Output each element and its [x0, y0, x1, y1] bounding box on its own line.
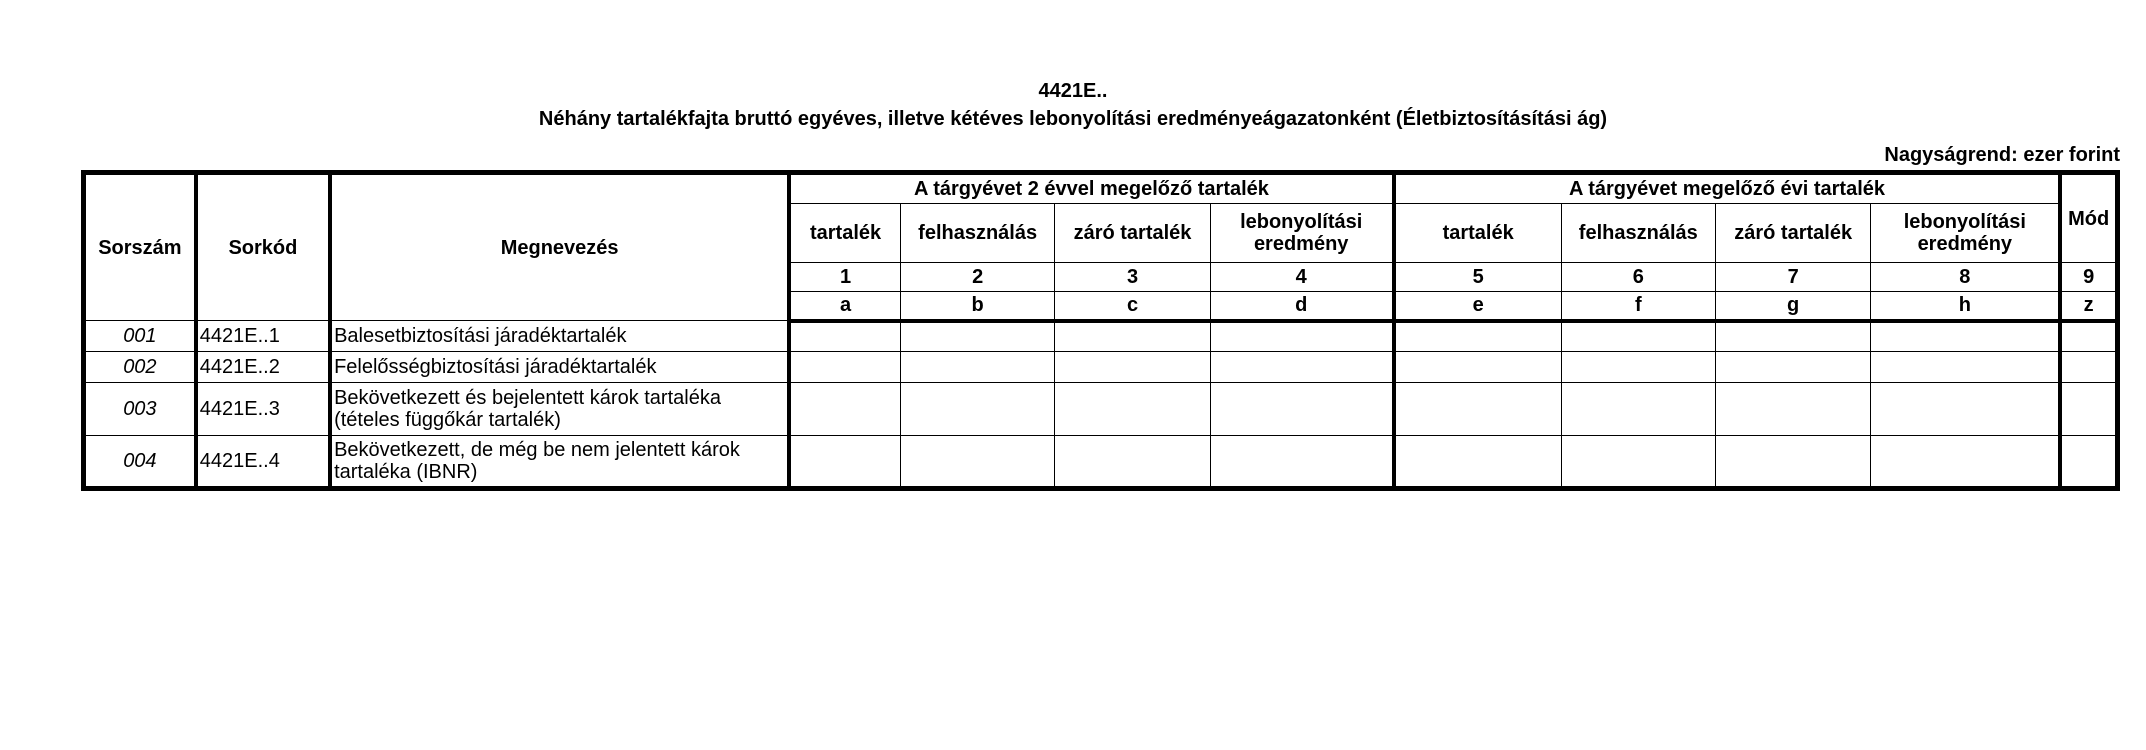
column-number: 2	[900, 263, 1054, 292]
data-cell[interactable]	[789, 321, 900, 352]
unit-note: Nagyságrend: ezer forint	[1884, 144, 2120, 166]
group-header-2-years-prior: A tárgyévet 2 évvel megelőző tartalék	[789, 173, 1394, 204]
row-name: Balesetbiztosítási járadéktartalék	[330, 321, 789, 352]
data-cell[interactable]	[789, 352, 900, 383]
data-cell[interactable]	[1871, 436, 2060, 489]
data-cell[interactable]	[2060, 321, 2117, 352]
column-letter: e	[1394, 292, 1561, 321]
column-letter: a	[789, 292, 900, 321]
table-row	[84, 436, 2118, 489]
data-cell[interactable]	[1055, 436, 1210, 489]
column-letter: c	[1055, 292, 1210, 321]
column-letter: z	[2060, 292, 2117, 321]
row-number: 002	[84, 352, 196, 383]
column-letter: f	[1561, 292, 1715, 321]
row-number: 003	[84, 383, 196, 436]
data-cell[interactable]	[1055, 383, 1210, 436]
column-number: 7	[1715, 263, 1870, 292]
subheader: záró tartalék	[1715, 204, 1870, 263]
data-cell[interactable]	[1715, 436, 1870, 489]
data-cell[interactable]	[1715, 321, 1870, 352]
group-header-prior-year: A tárgyévet megelőző évi tartalék	[1394, 173, 2061, 204]
data-cell[interactable]	[1561, 436, 1715, 489]
data-cell[interactable]	[900, 436, 1054, 489]
header-sorkod: Sorkód	[196, 173, 330, 321]
row-number: 004	[84, 436, 196, 489]
data-cell[interactable]	[1394, 436, 1561, 489]
data-cell[interactable]	[1394, 383, 1561, 436]
data-cell[interactable]	[1561, 321, 1715, 352]
document-code: 4421E..	[1038, 80, 1108, 102]
table-row	[84, 321, 2118, 352]
data-cell[interactable]	[1394, 352, 1561, 383]
column-number: 6	[1561, 263, 1715, 292]
row-code: 4421E..3	[196, 383, 330, 436]
column-letter: d	[1210, 292, 1393, 321]
row-name: Bekövetkezett, de még be nem jelentett károk tartaléka (IBNR)	[330, 436, 789, 489]
data-cell[interactable]	[900, 383, 1054, 436]
subheader: záró tartalék	[1055, 204, 1210, 263]
data-cell[interactable]	[1210, 436, 1393, 489]
subheader: felhasználás	[1561, 204, 1715, 263]
row-code: 4421E..4	[196, 436, 330, 489]
data-cell[interactable]	[1715, 383, 1870, 436]
data-cell[interactable]	[2060, 383, 2117, 436]
data-cell[interactable]	[2060, 352, 2117, 383]
data-cell[interactable]	[1715, 352, 1870, 383]
header-mod: Mód	[2060, 173, 2117, 263]
document-title: Néhány tartalékfajta bruttó egyéves, illetve kétéves lebonyolítási eredményeágazatonként (Életbiztosításítási ág)	[538, 108, 1608, 130]
data-table	[81, 170, 2120, 491]
subheader: lebonyolítási eredmény	[1871, 204, 2060, 263]
data-cell[interactable]	[1210, 383, 1393, 436]
subheader: felhasználás	[900, 204, 1054, 263]
column-number: 3	[1055, 263, 1210, 292]
header-megnevezes: Megnevezés	[330, 173, 789, 321]
table-row	[84, 383, 2118, 436]
data-cell[interactable]	[2060, 436, 2117, 489]
column-number: 9	[2060, 263, 2117, 292]
column-letter: b	[900, 292, 1054, 321]
row-code: 4421E..1	[196, 321, 330, 352]
data-cell[interactable]	[1055, 321, 1210, 352]
data-cell[interactable]	[1871, 321, 2060, 352]
subheader: tartalék	[1394, 204, 1561, 263]
data-cell[interactable]	[789, 383, 900, 436]
subheader: lebonyolítási eredmény	[1210, 204, 1393, 263]
data-cell[interactable]	[1871, 383, 2060, 436]
column-letter: h	[1871, 292, 2060, 321]
data-cell[interactable]	[789, 436, 900, 489]
row-name: Bekövetkezett és bejelentett károk tartaléka (tételes függőkár tartalék)	[330, 383, 789, 436]
column-number: 1	[789, 263, 900, 292]
column-number: 8	[1871, 263, 2060, 292]
data-cell[interactable]	[1210, 321, 1393, 352]
data-cell[interactable]	[900, 352, 1054, 383]
header-sorszam: Sorszám	[84, 173, 196, 321]
row-code: 4421E..2	[196, 352, 330, 383]
data-cell[interactable]	[1561, 383, 1715, 436]
data-cell[interactable]	[1055, 352, 1210, 383]
table-row	[84, 352, 2118, 383]
data-cell[interactable]	[1871, 352, 2060, 383]
data-cell[interactable]	[1394, 321, 1561, 352]
column-number: 4	[1210, 263, 1393, 292]
subheader: tartalék	[789, 204, 900, 263]
row-number: 001	[84, 321, 196, 352]
column-number: 5	[1394, 263, 1561, 292]
data-cell[interactable]	[1210, 352, 1393, 383]
column-letter: g	[1715, 292, 1870, 321]
data-cell[interactable]	[1561, 352, 1715, 383]
data-cell[interactable]	[900, 321, 1054, 352]
row-name: Felelősségbiztosítási járadéktartalék	[330, 352, 789, 383]
